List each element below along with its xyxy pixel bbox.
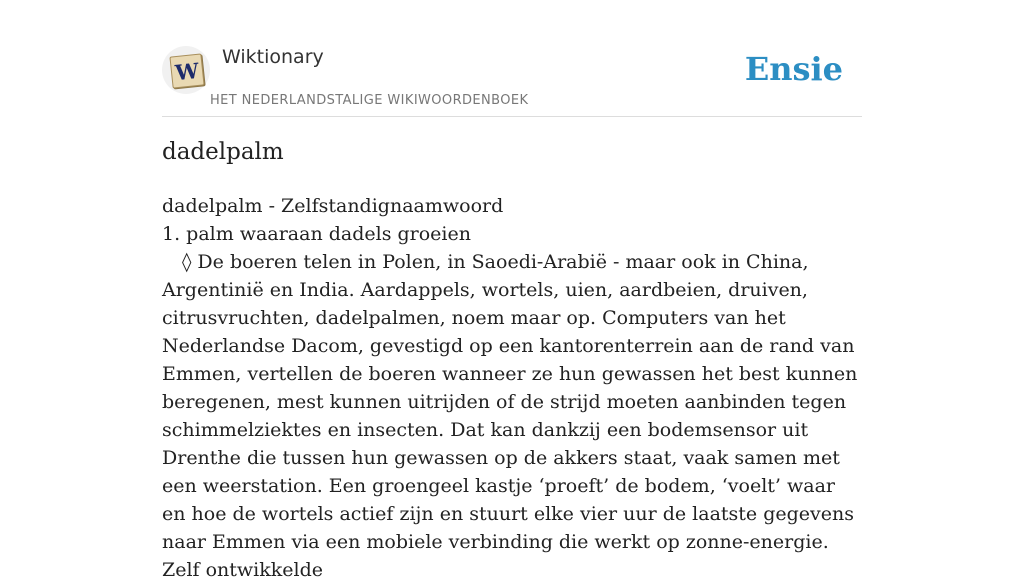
site-header	[162, 0, 862, 117]
wiktionary-logo[interactable]	[162, 46, 210, 94]
entry-content	[162, 192, 862, 584]
page-title: dadelpalm	[162, 139, 284, 165]
site-name[interactable]: Wiktionary	[222, 46, 324, 68]
logo-letter: W	[173, 57, 201, 85]
example-sentence: ◊ De boeren telen in Polen, in Saoedi-Arabië - maar ook in China, Argentinië en India. Aardappels, wortels, uien, aardbeien, druiven, citrusvruchten, dadelpalmen, noem maar op. Computers van het Nederlandse Dacom, gevestigd op een kantorenterrein aan de rand van Emmen, vertellen de boeren wanneer ze hun gewassen het best kunnen beregenen, mest kunnen uitrijden of de strijd moeten aanbinden tegen schimmelziektes en insecten. Dat kan dankzij een bodemsensor uit Drenthe die tussen hun gewassen op de akkers staat, vaak samen met een weerstation. Een groengeel kastje ‘proeft’ de bodem, ‘voelt’ waar en hoe de wortels actief zijn en stuurt elke vier uur de laatste gegevens naar Emmen via een mobiele verbinding die werkt op zonne-energie. Zelf ontwikkelde	[162, 251, 858, 581]
part-of-speech-line: dadelpalm - Zelfstandignaamwoord	[162, 195, 504, 217]
site-tagline: HET NEDERLANDSTALIGE WIKIWOORDENBOEK	[210, 93, 529, 108]
ensie-logo[interactable]: Ensie	[744, 50, 843, 88]
w-tile-icon	[169, 53, 204, 88]
definition: 1. palm waaraan dadels groeien	[162, 223, 471, 245]
